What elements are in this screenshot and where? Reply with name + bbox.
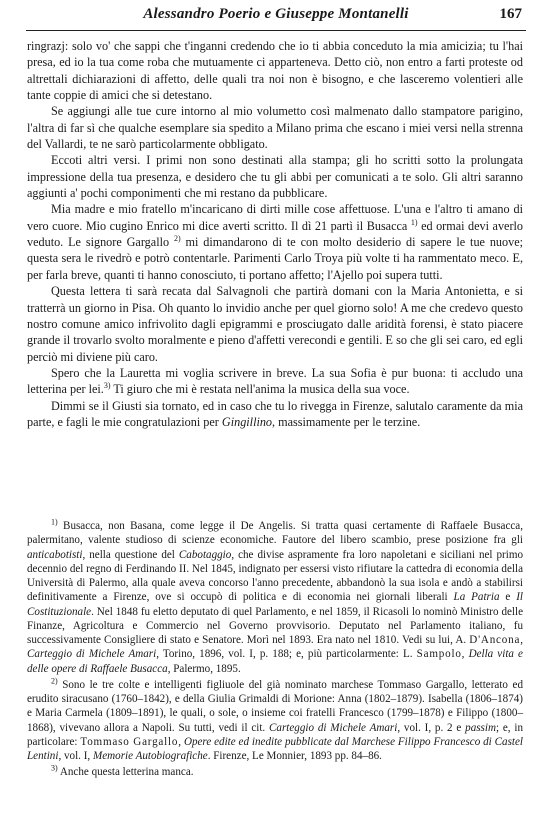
- footnote-3-text-1: Anche questa letterina manca.: [59, 766, 194, 779]
- footnote-1-text-3: , che divise aspramente fra loro napoletani e siciliani nel primo decennio del regno di Ferdinando II. Nel 1845, indignato per essersi visto rifiutare la cattedra di economia della Università di Palermo, alla quale aveva concorso l'anno precedente, abbandonò la sua isola e andò a stabilirsi definitivamente a Firenze, ove si occupò di politica e di economia nei giornali liberali: [27, 548, 524, 604]
- footnote-ref-3: 3): [103, 381, 111, 391]
- gingillino-title: Gingillino: [221, 414, 273, 429]
- footnote-2-italic-4: Memorie Autobiografiche: [92, 750, 208, 762]
- paragraph-7-text-a: Dimmi se il Giusti sia tornato, ed in caso che tu lo rivegga in Firenze, salutalo caramente da mia parte, e fagli le mie congratulazioni per: [27, 398, 523, 429]
- footnote-1-text-9: , Palermo, 1895.: [167, 662, 241, 675]
- footnote-1-italic-4: Il Costituzionale: [27, 591, 523, 618]
- paragraph-5: Questa lettera ti sarà recata dal Salvagnoli che partirà domani con la Maria Antonietta, e si tratterrà un giorno in Pisa. Oh quanto lo invidio anche per quel giorno solo! A me che credevo questo nostro comune amico infrivolito dagli epigrammi e prosciugato dalle aridità forensi, è stato piacere grande il trovarlo svolto moralmente e pieno d'affetti verecondi e gentili. E so che gli sei caro, ed egli perciò mi diviene più caro.: [27, 284, 523, 364]
- footnote-2-italic-3: Opere edite ed inedite pubblicate dal Marchese Filippo Francesco di Castel Lentini: [27, 735, 523, 762]
- footnote-1-text-2: , nella questione del: [82, 548, 175, 561]
- paragraph-6: [27, 365, 523, 398]
- footnote-2-text-2: , vol. I, p. 2 e: [397, 721, 462, 734]
- footnote-2-text-4: ,: [178, 735, 182, 748]
- footnote-1-text-5: . Nel 1848 fu eletto deputato di quel Parlamento, e nel 1859, il Ricasoli lo nominò Ministro delle Finanze, Agricoltura e Commercio nel Governo provvisorio. Deputato nel Parlamento italiano, fu successivamente Consigliere di stato e Senatore. Morì nel 1893. Era nato nel 1810. Vedi su lui, A.: [27, 605, 523, 646]
- footnote-2-text-5: , vol. I,: [58, 750, 91, 762]
- footnote-1-italic-2: Cabotaggio: [178, 548, 232, 561]
- footnote-1-text-7: , Torino, 1896, vol. I, p. 188; e, più particolarmente: L.: [156, 648, 413, 661]
- footnote-1-marker: 1): [51, 517, 58, 527]
- paragraph-6-text-b: Ti giuro che mi è restata nell'anima la musica della sua voce.: [113, 382, 410, 397]
- paragraph-7: [27, 398, 523, 431]
- footnote-ref-2: 2): [173, 234, 181, 244]
- paragraph-4-text-a: Mia madre e mio fratello m'incaricano di dirti mille cose affettuose. L'una e l'altro ti amano di vero cuore. Mio cugino Enrico mi dice averti scritto. Il dì 21 partì il Busacca: [27, 202, 523, 233]
- footnote-1-italic-1: anticabotisti: [27, 548, 83, 561]
- paragraph-6-text-a: Spero che la Lauretta mi voglia scrivere in breve. La sua Sofia è pur buona: ti accludo una letterina per lei.: [27, 365, 523, 397]
- footnote-1-author-1: D'Ancona: [469, 634, 521, 646]
- footnote-3-marker: 3): [51, 763, 58, 773]
- footnote-1-author-2: Sampolo: [416, 648, 462, 661]
- footnote-1-text-6: ,: [520, 634, 523, 646]
- footnote-2-text-1: Sono le tre colte e intelligenti figliuole del già nominato marchese Tommaso Gargallo, letterato ed erudito siracusano (1760–1842), e della Giulia Grimaldi di Morione: Anna (1802–1879). Isabella (1806–1874) e Maria Carmela (1809–1891), le quali, o sole, o insieme coi fratelli Francesco (1799–1878) e Filippo (1800–1868), vivevano allora a Napoli. Su tutti, vedi il cit.: [27, 678, 523, 734]
- footnote-2-marker: 2): [51, 676, 58, 686]
- footnote-1-italic-3: La Patria: [453, 591, 500, 604]
- paragraph-4-text-c: mi dimandarono di te con molto desiderio di sapere le tue nuove; questa sera le rivedrò e potrò contentarle. Parimenti Carlo Troya più volte ti ha rammentato meco. E, per farla breve, quanti ti hanno conosciuto, ti portano affetto; l'Ajello poi supera tutti.: [27, 235, 524, 282]
- footnote-ref-1: 1): [410, 217, 418, 227]
- running-title: Alessandro Poerio e Giuseppe Montanelli: [143, 6, 409, 22]
- paragraph-1: ringrazj: solo vo' che sappi che t'inganni credendo che io ti abbia conceduto la mia amicizia; tu l'hai presa, ed io la tua come roba che mutuamente ci apparteneva. Detto ciò, non entro a farti proteste od altrettali dichiarazioni di affetto, delle quali tra noi non è bisogno, e che lasceremo volentieri alle tante coppie di amici che si detestano.: [27, 39, 523, 103]
- paragraph-3: Eccoti altri versi. I primi non sono destinati alla stampa; gli ho scritti sotto la prolungata impressione della tua presenza, e desidero che tu gli abbi per comunicati a te solo. Gli altri saranno aggiunti a' pochi componimenti che mi restano da pubblicare.: [27, 153, 523, 201]
- footnotes: [27, 519, 523, 782]
- footnote-2-text-3: ; e, in particolare:: [27, 721, 523, 748]
- letter-body: [27, 38, 523, 430]
- paragraph-2: Se aggiungi alle tue cure intorno al mio volumetto così malmenato dallo stampatore parigino, l'altra di far sì che qualche esemplare sia spedito a Milano prima che escano i miei versi nella strenna del Vallardi, te ne sarò particolarmente obbligato.: [27, 104, 523, 152]
- page-header: [26, 6, 526, 31]
- footnote-3: [27, 765, 523, 779]
- footnote-1-italic-6: Della vita e delle opere di Raffaele Busacca: [27, 648, 523, 675]
- footnote-2-italic-1: Carteggio di Michele Amari: [269, 721, 398, 734]
- paragraph-4: [27, 201, 523, 283]
- footnote-2-italic-2: passim: [465, 721, 496, 734]
- paragraph-4-text-b: ed ormai devi averlo veduto. Le signore Gargallo: [27, 218, 524, 250]
- footnote-1-text-1: Busacca, non Basana, come legge il De Angelis. Si tratta quasi certamente di Raffaele Busacca, palermitano, valente studioso di scienze economiche. Fautore del libero scambio, prese posizione fra gli: [27, 520, 523, 547]
- footnote-1: [27, 519, 523, 676]
- footnote-1-italic-5: Carteggio di Michele Amari: [27, 648, 157, 661]
- footnote-2: [27, 678, 523, 764]
- paragraph-7-text-b: , massimamente per le terzine.: [272, 414, 421, 429]
- page-number: 167: [499, 6, 522, 22]
- footnote-2-author-1: Tommaso Gargallo: [80, 735, 179, 748]
- footnote-1-text-4: e: [505, 591, 511, 604]
- footnote-1-text-8: ,: [461, 648, 465, 661]
- footnote-2-text-6: . Firenze, Le Monnier, 1893 pp. 84–86.: [207, 750, 382, 762]
